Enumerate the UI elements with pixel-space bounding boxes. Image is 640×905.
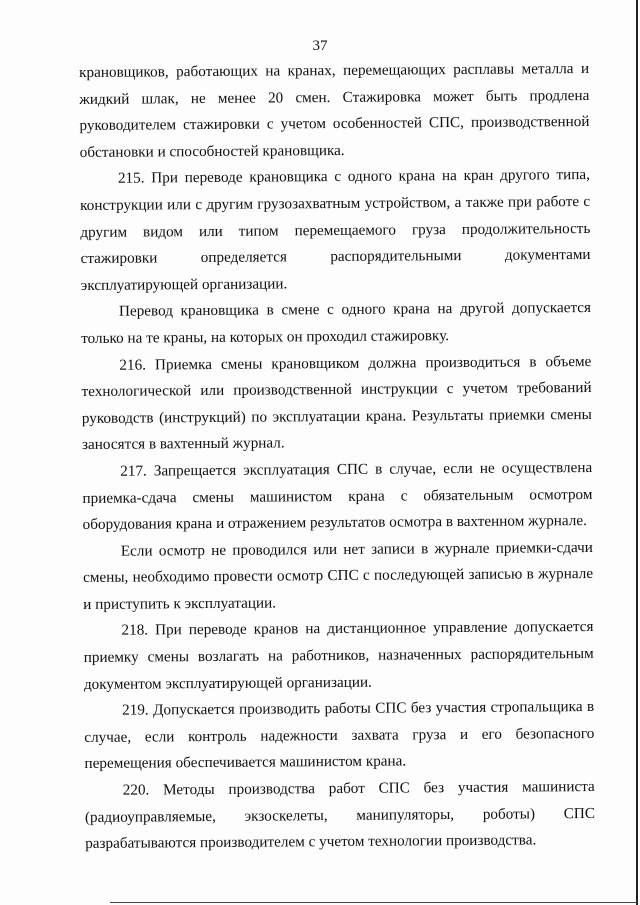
page-number: 37 xyxy=(312,38,328,54)
paragraph-217-inspection: Если осмотр не проводился или нет записи в журнале приемки-сдачи смены, необходимо провести осмотр СПС с последующей записью в журнале и приступить к эксплуатации. xyxy=(82,538,594,613)
body-text xyxy=(79,56,595,858)
page-edge-shadow xyxy=(636,0,638,905)
paragraph-215: 215. При переводе крановщика с одного крана на кран другого типа, конструкции или с другим грузозахватным устройством, а также при работе с другим видом или типом перемещаемого груза продолжительность стажировки определяется распорядительными документами эксплуатирующей организации. xyxy=(80,166,591,294)
paragraph-215-transfer: Перевод крановщика в смене с одного крана на другой допускается только на те краны, на которых он проходил стажировку. xyxy=(81,299,592,347)
paragraph-continuation: крановщиков, работающих на кранах, перемещающих расплавы металла и жидкий шлак, не менее 20 смен. Стажировка может быть продлена руководителем стажировки с учетом особенностей СПС, производственной обстановки и способностей крановщика. xyxy=(79,59,590,161)
paragraph-218: 218. При переводе кранов на дистанционное управление допускается приемку смены возлагать на работников, назначенных распорядительным документом эксплуатирующей организации. xyxy=(83,618,594,693)
paragraph-220: 220. Методы производства работ СПС без участия машиниста (радиоуправляемые, экзоскелеты, манипуляторы, роботы) СПС разрабатываются производителем с учетом технологии производства. xyxy=(84,778,595,853)
paragraph-216: 216. Приемка смены крановщиком должна производиться в объеме технологической или производственной инструкции с учетом требований руководств (инструкций) по эксплуатации крана. Результаты приемки смены заносятся в вахтенный журнал. xyxy=(81,352,592,454)
paragraph-217: 217. Запрещается эксплуатация СПС в случае, если не осуществлена приемка-сдача смены машинистом крана с обязательным осмотром оборудования крана и отражением результатов осмотра в вахтенном журнале. xyxy=(82,458,593,534)
page-bottom-border xyxy=(110,902,638,903)
paragraph-219: 219. Допускается производить работы СПС без участия стропальщика в случае, если контроль надежности захвата груза и его безопасного перемещения обеспечивается машинистом крана. xyxy=(84,698,595,773)
